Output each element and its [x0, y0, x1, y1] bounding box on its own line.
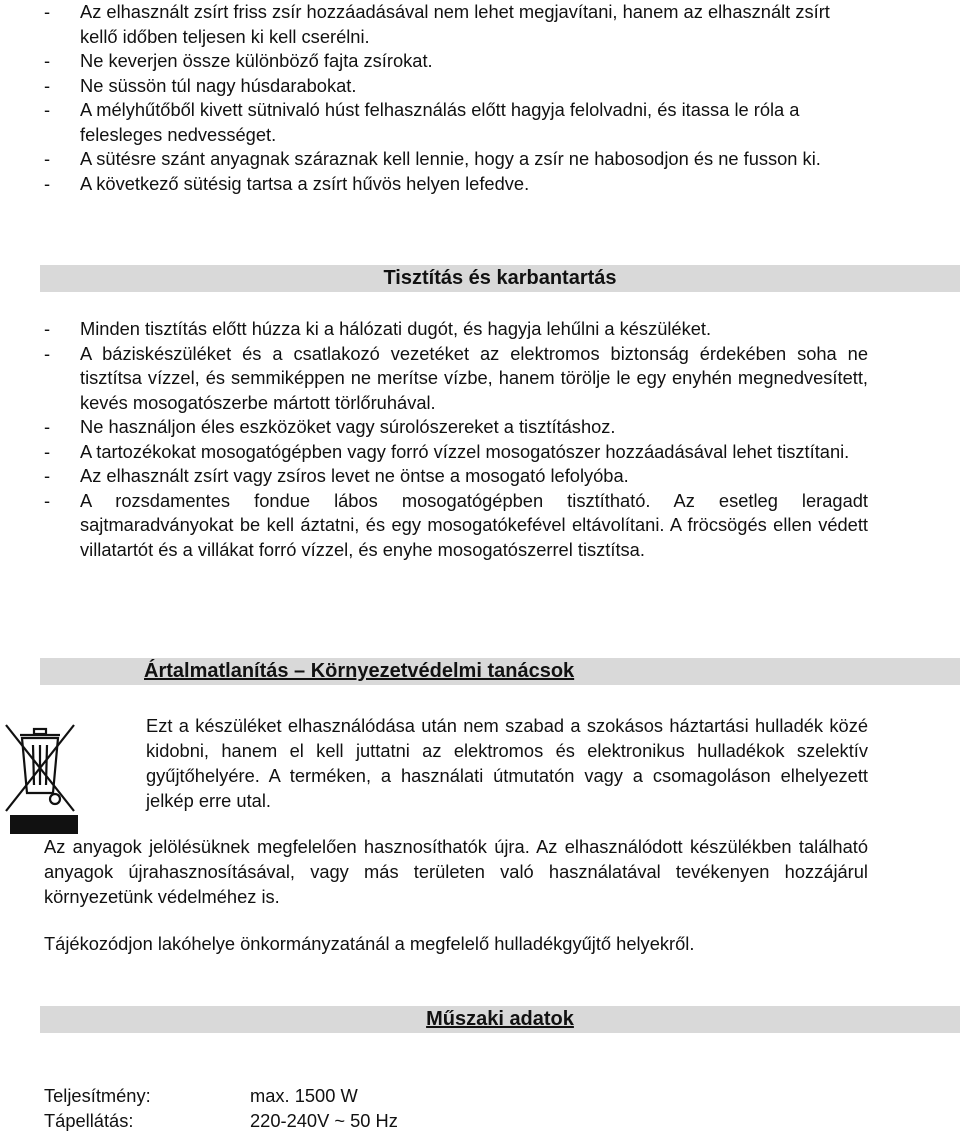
list-item-text: Az elhasznált zsírt vagy zsíros levet ne öntse a mosogató lefolyóba.	[80, 465, 629, 486]
cleaning-list	[44, 317, 868, 562]
list-item: - Ne süssön túl nagy húsdarabokat.	[44, 74, 357, 96]
list-item: - Az elhasznált zsírt friss zsír hozzáadásával nem lehet megjavítani, hanem az elhasznált zsírt kellő időben teljesen ki kell cserélni.	[44, 1, 830, 47]
section-title: Műszaki adatok	[426, 1008, 574, 1030]
paragraph-text: Az anyagok jelölésüknek megfelelően hasznosíthatók újra. Az elhasználódott készülékben található anyagok újrahasznosításával, vagy más területen való használatával tevékenyen hozzájárul környezetünk védelméhez is.	[44, 836, 868, 907]
list-item-text: A tartozékokat mosogatógépben vagy forró vízzel mosogatószer hozzáadásával lehet tisztítani.	[80, 440, 850, 462]
section-title: Ártalmatlanítás – Környezetvédelmi tanácsok	[144, 660, 575, 682]
frying-tips-list	[44, 0, 868, 196]
crossed-out-wheelie-bin-icon	[0, 711, 80, 834]
list-item: - Az elhasznált zsírt vagy zsíros levet ne öntse a mosogató lefolyóba.	[44, 464, 868, 489]
list-item-text: A sütésre szánt anyagnak száraznak kell lennie, hogy a zsír ne habosodjon és ne fusson ki.	[80, 148, 821, 169]
list-item-text: A báziskészüléket és a csatlakozó vezetéket az elektromos biztonság érdekében soha ne tisztítsa vízzel, és semmiképpen ne merítse vízbe, hanem törölje le egy enyhén megnedvesített, kevés mosogatószerbe mártott törlőruhával.	[80, 342, 868, 413]
list-item: - A következő sütésig tartsa a zsírt hűvös helyen lefedve.	[44, 172, 530, 194]
section-heading-cleaning	[40, 265, 960, 292]
list-item-text: A mélyhűtőből kivett sütnivaló húst felhasználás előtt hagyja felolvadni, és itassa le róla a felesleges nedvességet.	[80, 99, 800, 145]
section-heading-technical	[40, 1006, 960, 1033]
paragraph-text: Tájékozódjon lakóhelye önkormányzatánál a megfelelő hulladékgyűjtő helyekről.	[44, 933, 695, 954]
list-item: - Minden tisztítás előtt húzza ki a hálózati dugót, és hagyja lehűlni a készüléket.	[44, 317, 868, 342]
list-item: - A báziskészüléket és a csatlakozó vezetéket az elektromos biztonság érdekében soha ne tisztítsa vízzel, és semmiképpen ne merítse vízbe, hanem törölje le egy enyhén megnedvesített, kevés mosogatószerbe mártott törlőruhával.	[44, 342, 868, 416]
section-heading-disposal	[40, 658, 960, 685]
list-item-text: Minden tisztítás előtt húzza ki a hálózati dugót, és hagyja lehűlni a készüléket.	[80, 318, 712, 339]
paragraph-text: Ezt a készüléket elhasználódása után nem szabad a szokásos háztartási hulladék közé kidobni, hanem el kell juttatni az elektromos és elektronikus hulladékok szelektív gyűjtőhelyére. A terméken, a használati útmutatón vagy a csomagoláson elhelyezett jelkép erre utal.	[146, 715, 868, 811]
spec-label: Tápellátás:	[44, 1110, 134, 1131]
spec-value: 220-240V ~ 50 Hz	[250, 1110, 398, 1131]
list-item: - A rozsdamentes fondue lábos mosogatógépben tisztítható. Az esetleg leragadt sajtmaradványokat be kell áztatni, és egy mosogatókefével eltávolítani. A fröcsögés ellen védett villatartót és a villákat forró vízzel, és enyhe mosogatószerrel tisztítsa.	[44, 489, 868, 563]
list-item-text: Ne használjon éles eszközöket vagy súrolószereket a tisztításhoz.	[80, 416, 616, 437]
list-item: - Ne használjon éles eszközöket vagy súrolószereket a tisztításhoz.	[44, 415, 868, 440]
list-item-text: Ne süssön túl nagy húsdarabokat.	[80, 74, 357, 96]
list-item: - A tartozékokat mosogatógépben vagy forró vízzel mosogatószer hozzáadásával lehet tisztítani.	[44, 440, 868, 465]
list-item-text: A rozsdamentes fondue lábos mosogatógépben tisztítható. Az esetleg leragadt sajtmaradványokat be kell áztatni, és egy mosogatókefével eltávolítani. A fröcsögés ellen védett villatartót és a villákat forró vízzel, és enyhe mosogatószerrel tisztítsa.	[80, 489, 868, 560]
spec-label: Teljesítmény:	[44, 1085, 151, 1106]
recycling-paragraph	[44, 834, 868, 909]
disposal-paragraph	[146, 713, 868, 813]
list-item: - A mélyhűtőből kivett sütnivaló húst felhasználás előtt hagyja felolvadni, és itassa le róla a felesleges nedvességet.	[44, 99, 800, 145]
list-item: - Ne keverjen össze különböző fajta zsírokat.	[44, 50, 433, 71]
spec-value: max. 1500 W	[250, 1085, 358, 1106]
list-item-text: Az elhasznált zsírt friss zsír hozzáadásával nem lehet megjavítani, hanem az elhasznált zsírt kellő időben teljesen ki kell cserélni.	[80, 1, 830, 47]
local-authority-paragraph	[44, 931, 868, 956]
list-item-text: Ne keverjen össze különböző fajta zsírokat.	[80, 50, 433, 71]
list-item: - A sütésre szánt anyagnak száraznak kell lennie, hogy a zsír ne habosodjon és ne fusson ki.	[44, 148, 821, 169]
section-title: Tisztítás és karbantartás	[383, 267, 617, 289]
list-item-text: A következő sütésig tartsa a zsírt hűvös helyen lefedve.	[80, 172, 530, 194]
